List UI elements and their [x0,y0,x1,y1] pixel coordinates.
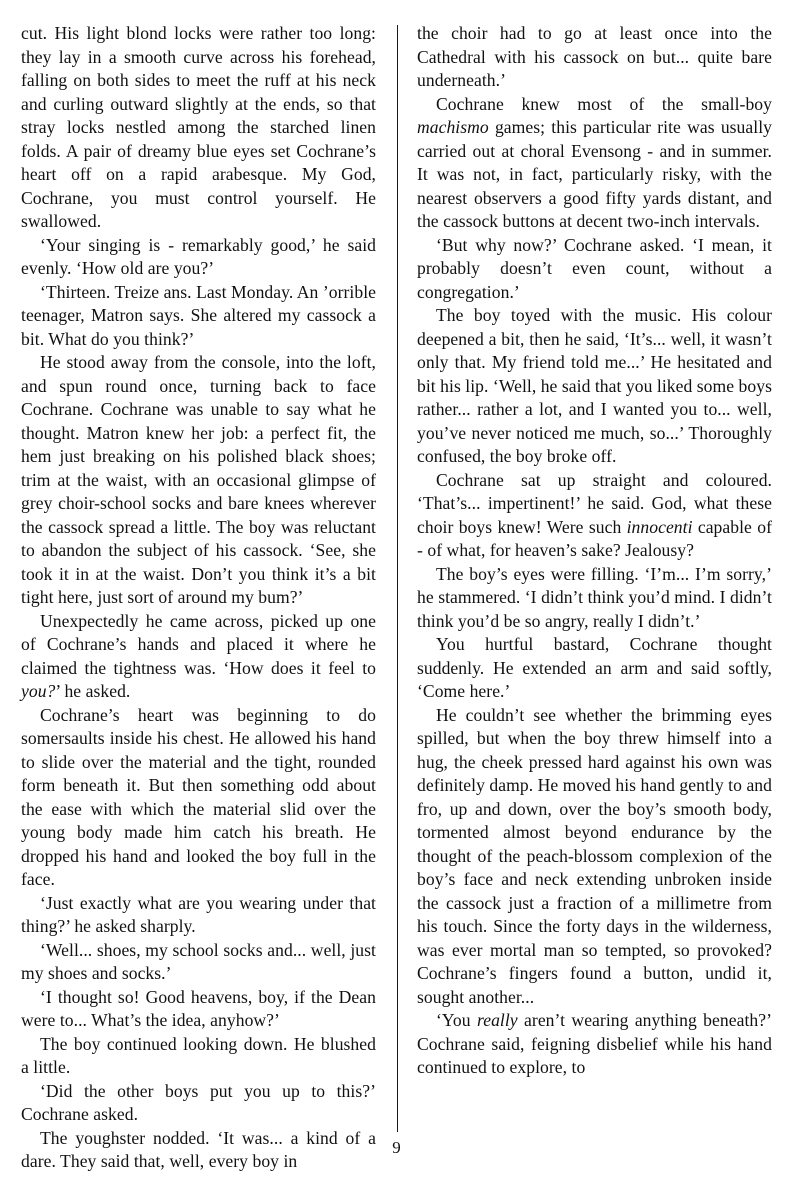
italic-phrase: really [476,1010,518,1030]
italic-phrase: machismo [417,117,489,137]
italic-phrase: innocenti [626,516,693,537]
left-text-column [21,22,376,1174]
paragraph: The boy continued looking down. He blushed a little. [21,1033,376,1077]
paragraph: ‘Well... shoes, my school socks and... well, just my shoes and socks.’ [21,939,376,983]
paragraph: You hurtful bastard, Cochrane thought suddenly. He extended an arm and said softly, ‘Come here.’ [417,634,772,701]
paragraph: Cochrane sat up straight and coloured. ‘That’s... impertinent!’ he said. God, what these choir boys knew! Were such innocenti capable of - of what, for heaven’s sake? Jealousy? [417,469,772,560]
paragraph: The youghster nodded. ‘It was... a kind of a dare. They said that, well, every boy in [21,1127,376,1171]
italic-phrase: you? [21,681,56,701]
paragraph: ‘Just exactly what are you wearing under that thing?’ he asked sharply. [21,892,376,936]
paragraph: ‘I thought so! Good heavens, boy, if the Dean were to... What’s the idea, anyhow?’ [21,986,376,1030]
paragraph: He stood away from the console, into the loft, and spun round once, turning back to face Cochrane. Cochrane was unable to say what he thought. Matron knew her job: a perfect fit, the hem just breaking on his polished black shoes; trim at the waist, with an occasional glimpse of grey choir-school socks and bare knees wherever the cassock spread a little. The boy was reluctant to abandon the subject of his cassock. ‘See, she took it in at the waist. Don’t you think it’s a bit tight here, just sort of around my bum?’ [21,352,376,607]
paragraph: The boy toyed with the music. His colour deepened a bit, then he said, ‘It’s... well, it wasn’t only that. My friend told me...’ He hesitated and bit his lip. ‘Well, he said that you liked some boys rather... rather a lot, and I wanted you to... well, you’ve never noticed me much, so...’ Thoroughly confused, the boy broke off. [417,305,772,466]
paragraph: ‘You really aren’t wearing anything beneath?’ Cochrane said, feigning disbelief while his hand continued to explore, to [417,1010,772,1077]
paragraph: the choir had to go at least once into the Cathedral with his cassock on but... quite bare underneath.’ [417,23,772,90]
text-columns [0,22,793,1171]
paragraph: The boy’s eyes were filling. ‘I’m... I’m sorry,’ he stammered. ‘I didn’t think you’d mind. I didn’t think you’d be so angry, really I didn’t.’ [417,563,772,631]
page-number: 9 [392,1138,401,1157]
right-text-column [417,22,772,1080]
paragraph: He couldn’t see whether the brimming eyes spilled, but when the boy threw himself into a hug, the cheek pressed hard against his own was definitely damp. He moved his hand gently to and fro, up and down, over the boy’s smooth body, tormented almost beyond endurance by the thought of the peach-blossom complexion of the boy’s face and neck extending unbroken inside the cassock just a fraction of a millimetre from his touch. Since the forty days in the wilderness, was ever mortal man so tempted, so provoked? Cochrane’s fingers found a button, undid it, sought another... [417,704,772,1007]
paragraph: cut. His light blond locks were rather too long: they lay in a smooth curve across his forehead, falling on both sides to meet the ruff at his neck and curling outward slightly at the ends, so that stray locks nestled among the starched linen folds. A pair of dreamy blue eyes set Cochrane’s heart off on a rapid arabesque. My God, Cochrane, you must control yourself. He swallowed. [21,23,376,231]
paragraph: Unexpectedly he came across, picked up one of Cochrane’s hands and placed it where he claimed the tightness was. ‘How does it feel to you?’ he asked. [21,610,376,701]
paragraph: ‘Thirteen. Treize ans. Last Monday. An ’orrible teenager, Matron says. She altered my cassock a bit. What do you think?’ [21,281,376,349]
paragraph: ‘But why now?’ Cochrane asked. ‘I mean, it probably doesn’t even count, without a congregation.’ [417,234,772,302]
paragraph: ‘Did the other boys put you up to this?’ Cochrane asked. [21,1080,376,1124]
paragraph: Cochrane knew most of the small-boy machismo games; this particular rite was usually carried out at choral Evensong - and in summer. It was not, in fact, particularly risky, with the nearest observers a good fifty yards distant, and the cassock buttons at decent two-inch intervals. [417,93,772,231]
paragraph: ‘Your singing is - remarkably good,’ he said evenly. ‘How old are you?’ [21,234,376,278]
paragraph: Cochrane’s heart was beginning to do somersaults inside his chest. He allowed his hand to slide over the material and the tight, rounded form beneath it. But then something odd about the ease with which the material slid over the young body made him catch his breath. He dropped his hand and looked the boy full in the face. [21,704,376,889]
